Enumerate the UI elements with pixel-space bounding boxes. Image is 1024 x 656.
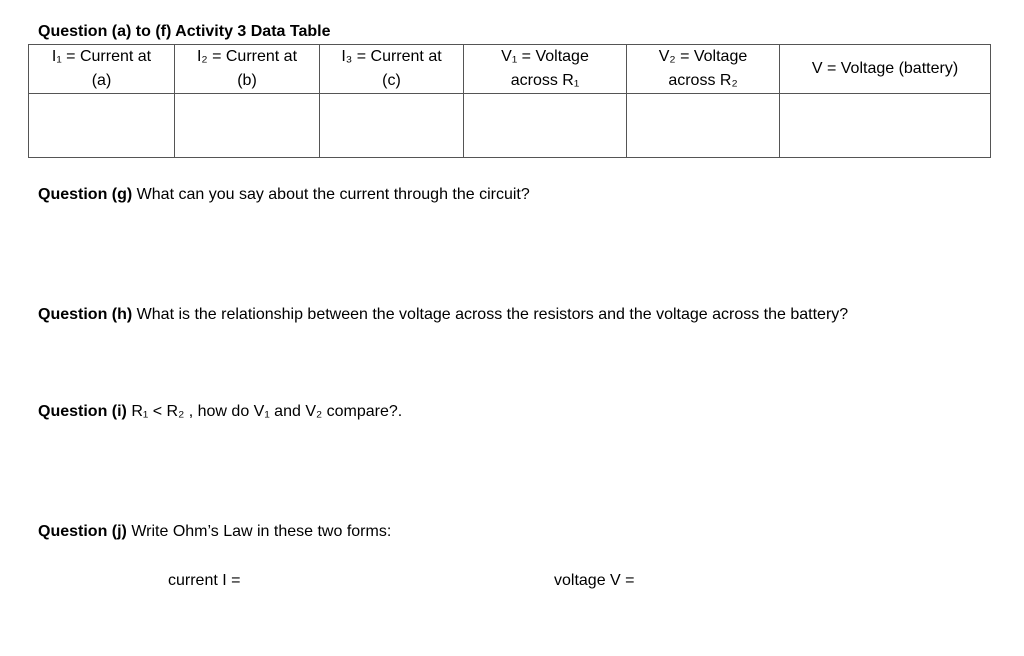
question-i — [38, 403, 402, 421]
question-g-label: Question (g) — [38, 186, 133, 203]
ohms-law-voltage: voltage V = — [554, 572, 635, 589]
cell-i3[interactable] — [320, 94, 464, 158]
question-h-text: What is the relationship between the voltage across the resistors and the voltage across the battery? — [132, 306, 849, 323]
header-i2: I₂ = Current at (b) — [175, 45, 320, 94]
header-i1: I₁ = Current at (a) — [29, 45, 175, 94]
header-i3: I₃ = Current at (c) — [320, 45, 464, 94]
data-table — [28, 44, 991, 158]
cell-v2[interactable] — [627, 94, 780, 158]
cell-i1[interactable] — [29, 94, 175, 158]
question-j-text: Write Ohm’s Law in these two forms: — [126, 523, 392, 540]
question-h-label: Question (h) — [38, 306, 133, 323]
question-i-label: Question (i) — [38, 403, 127, 420]
cell-v-battery[interactable] — [780, 94, 991, 158]
ohms-law-current: current I = — [168, 572, 241, 589]
cell-i2[interactable] — [175, 94, 320, 158]
table-title: Question (a) to (f) Activity 3 Data Table — [38, 23, 331, 40]
table-header-row — [29, 45, 991, 94]
header-v-battery: V = Voltage (battery) — [780, 45, 991, 94]
header-v2: V₂ = Voltage across R₂ — [627, 45, 780, 94]
question-i-text: R₁ < R₂ , how do V₁ and V₂ compare?. — [126, 403, 403, 420]
table-row — [29, 94, 991, 158]
question-g — [38, 186, 530, 204]
header-v1: V₁ = Voltage across R₁ — [464, 45, 627, 94]
question-h — [38, 306, 848, 324]
question-j-label: Question (j) — [38, 523, 127, 540]
question-g-text: What can you say about the current through the circuit? — [132, 186, 530, 203]
question-j — [38, 523, 391, 541]
cell-v1[interactable] — [464, 94, 627, 158]
